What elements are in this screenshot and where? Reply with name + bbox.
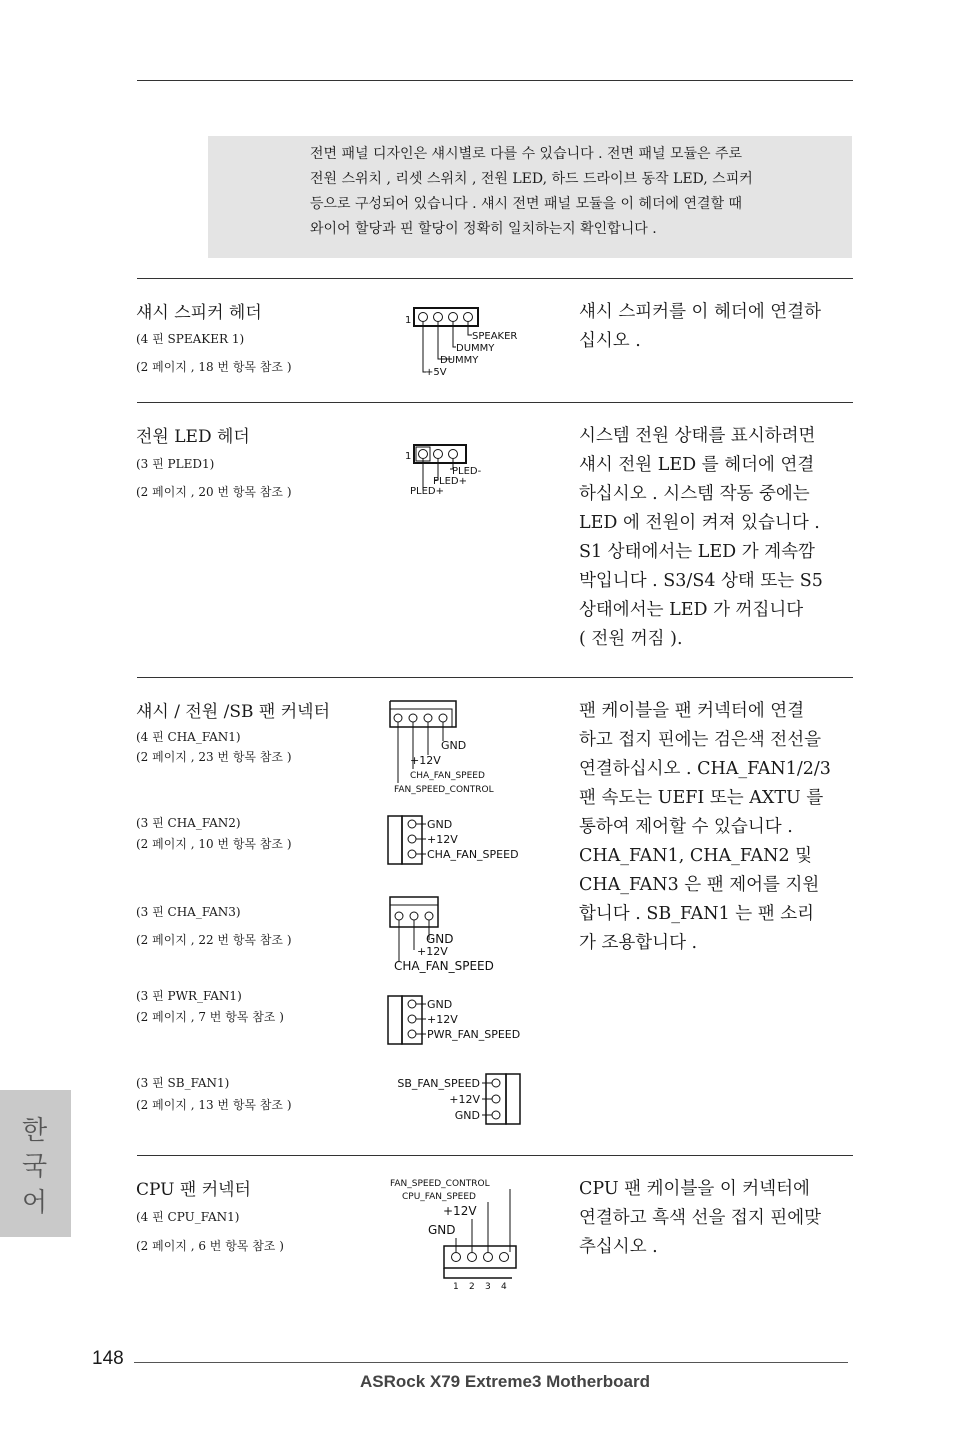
page-number: 148 xyxy=(92,1348,124,1369)
gnd-label: GND xyxy=(426,932,454,946)
note-line: 등으로 구성되어 있습니다 . 섀시 전면 패널 모듈을 이 헤더에 연결할 때 xyxy=(310,196,743,212)
pin1-label: 1 xyxy=(405,315,412,326)
gnd-label: GND xyxy=(427,818,453,831)
gnd-label: GND xyxy=(454,1109,480,1122)
pwr-fan1-diagram xyxy=(386,994,546,1046)
speaker-desc: 섀시 스피커를 이 헤더에 연결하 xyxy=(579,302,822,322)
pin1-label: 1 xyxy=(405,451,412,462)
pled-pin: (3 핀 PLED1) xyxy=(136,457,215,471)
speaker-header-diagram xyxy=(400,300,550,380)
pled-ref: (2 페이지 , 20 번 항목 참조 ) xyxy=(136,485,292,499)
cha-fan-speed-label: CHA_FAN_SPEED xyxy=(427,848,519,861)
pled-plus-label: PLED+ xyxy=(433,476,467,487)
pled-minus-label: PLED- xyxy=(452,466,482,477)
fan-pin: (4 핀 CHA_FAN1) xyxy=(136,730,241,744)
fan-ref: (2 페이지 , 10 번 항목 참조 ) xyxy=(136,837,292,851)
pled-desc: 시스템 전원 상태를 표시하려면 xyxy=(579,426,816,446)
fan-pin: (3 핀 CHA_FAN3) xyxy=(136,905,241,919)
gnd-label: GND xyxy=(427,998,453,1011)
cpu-desc: 추십시오 . xyxy=(579,1237,658,1257)
footer-rule xyxy=(134,1362,848,1363)
pled-plus-label: PLED+ xyxy=(410,486,444,497)
fan-speed-control-label: FAN_SPEED_CONTROL xyxy=(390,1179,490,1189)
sb-fan1-diagram xyxy=(386,1072,540,1128)
fans-desc: 통하여 제어할 수 있습니다 . xyxy=(579,817,793,837)
section-divider xyxy=(137,1155,853,1156)
fans-desc: CHA_FAN3 은 팬 제어를 지원 xyxy=(579,875,820,895)
cha-fan2-diagram xyxy=(386,814,546,866)
speaker-label: SPEAKER xyxy=(472,331,518,342)
fan-pin: (3 핀 SB_FAN1) xyxy=(136,1076,230,1090)
section-divider xyxy=(137,402,853,403)
pled-desc: 하십시오 . 시스템 작동 중에는 xyxy=(579,484,810,504)
cpu-fan-speed-label: CPU_FAN_SPEED xyxy=(402,1192,476,1202)
fans-desc: CHA_FAN1, CHA_FAN2 및 xyxy=(579,846,813,866)
cpu-pin: (4 핀 CPU_FAN1) xyxy=(136,1210,240,1224)
fan-ref: (2 페이지 , 7 번 항목 참조 ) xyxy=(136,1010,284,1024)
cpu-desc: 연결하고 흑색 선을 접지 핀에맞 xyxy=(579,1208,822,1228)
gnd-label: GND xyxy=(428,1223,456,1237)
cpu-title: CPU 팬 커넥터 xyxy=(136,1180,251,1200)
fans-desc: 연결하십시오 . CHA_FAN1/2/3 xyxy=(579,759,831,779)
fan-ref: (2 페이지 , 13 번 항목 참조 ) xyxy=(136,1098,292,1112)
pin-number: 4 xyxy=(501,1282,507,1292)
pin-number: 1 xyxy=(453,1282,459,1292)
section-divider xyxy=(137,677,853,678)
pin-number: 2 xyxy=(469,1282,475,1292)
footer-title: ASRock X79 Extreme3 Motherboard xyxy=(359,1372,651,1391)
fans-desc: 하고 접지 핀에는 검은색 전선을 xyxy=(579,730,822,750)
fans-desc: 팬 케이블을 팬 커넥터에 연결 xyxy=(579,701,805,721)
side-tab-char: 국 xyxy=(22,1152,48,1182)
fan-pin: (3 핀 CHA_FAN2) xyxy=(136,816,241,830)
pled-title: 전원 LED 헤더 xyxy=(136,427,250,447)
cpu-desc: CPU 팬 케이블을 이 커넥터에 xyxy=(579,1179,810,1199)
cha-fan-speed-label: CHA_FAN_SPEED xyxy=(394,959,494,973)
plus12v-label: +12V xyxy=(427,1013,458,1026)
language-side-tab xyxy=(0,1090,71,1237)
fans-desc: 가 조용합니다 . xyxy=(579,933,698,953)
fans-desc: 팬 속도는 UEFI 또는 AXTU 를 xyxy=(579,788,824,808)
cha-fan1-diagram xyxy=(386,697,516,799)
pin-number: 3 xyxy=(485,1282,491,1292)
pled-desc: ( 전원 꺼짐 ). xyxy=(579,629,683,649)
fan-ref: (2 페이지 , 23 번 항목 참조 ) xyxy=(136,750,292,764)
top-rule xyxy=(137,80,853,81)
pled-desc: LED 에 전원이 켜져 있습니다 . xyxy=(579,513,820,533)
pled-desc: S1 상태에서는 LED 가 계속깜 xyxy=(579,542,815,562)
side-tab-char: 한 xyxy=(22,1116,48,1146)
pled-header-diagram xyxy=(400,440,520,500)
dummy-label: DUMMY xyxy=(440,355,479,366)
note-line: 와이어 할당과 핀 할당이 정확히 일치하는지 확인합니다 . xyxy=(310,221,657,237)
speaker-title: 섀시 스피커 헤더 xyxy=(136,303,262,323)
cha-fan-speed-label: CHA_FAN_SPEED xyxy=(410,771,485,781)
sb-fan-speed-label: SB_FAN_SPEED xyxy=(397,1077,480,1090)
speaker-pin: (4 핀 SPEAKER 1) xyxy=(136,332,245,346)
speaker-ref: (2 페이지 , 18 번 항목 참조 ) xyxy=(136,360,292,374)
cpu-fan-diagram xyxy=(386,1174,526,1292)
section-divider xyxy=(137,278,853,279)
speaker-desc: 십시오 . xyxy=(579,331,641,351)
note-line: 전원 스위치 , 리셋 스위치 , 전원 LED, 하드 드라이브 동작 LED, 스피커 xyxy=(310,171,753,187)
fan-speed-control-label: FAN_SPEED_CONTROL xyxy=(394,785,494,795)
pled-desc: 상태에서는 LED 가 꺼집니다 xyxy=(579,600,804,620)
fan-pin: (3 핀 PWR_FAN1) xyxy=(136,989,242,1003)
side-tab-char: 어 xyxy=(22,1188,48,1218)
plus5v-label: +5V xyxy=(425,367,447,378)
fan-ref: (2 페이지 , 22 번 항목 참조 ) xyxy=(136,933,292,947)
pled-desc: 박입니다 . S3/S4 상태 또는 S5 xyxy=(579,571,823,591)
plus12v-label: +12V xyxy=(417,945,448,958)
fans-title: 섀시 / 전원 /SB 팬 커넥터 xyxy=(136,702,330,722)
cpu-ref: (2 페이지 , 6 번 항목 참조 ) xyxy=(136,1239,284,1253)
gnd-label: GND xyxy=(441,739,467,752)
pwr-fan-speed-label: PWR_FAN_SPEED xyxy=(427,1028,521,1041)
dummy-label: DUMMY xyxy=(456,343,495,354)
cha-fan3-diagram xyxy=(386,895,516,975)
plus12v-label: +12V xyxy=(443,1204,477,1218)
fans-desc: 합니다 . SB_FAN1 는 팬 소리 xyxy=(579,904,815,924)
plus12v-label: +12V xyxy=(410,754,441,767)
note-line: 전면 패널 디자인은 섀시별로 다를 수 있습니다 . 전면 패널 모듈은 주로 xyxy=(310,146,743,162)
plus12v-label: +12V xyxy=(449,1093,480,1106)
plus12v-label: +12V xyxy=(427,833,458,846)
pled-desc: 섀시 전원 LED 를 헤더에 연결 xyxy=(579,455,815,475)
